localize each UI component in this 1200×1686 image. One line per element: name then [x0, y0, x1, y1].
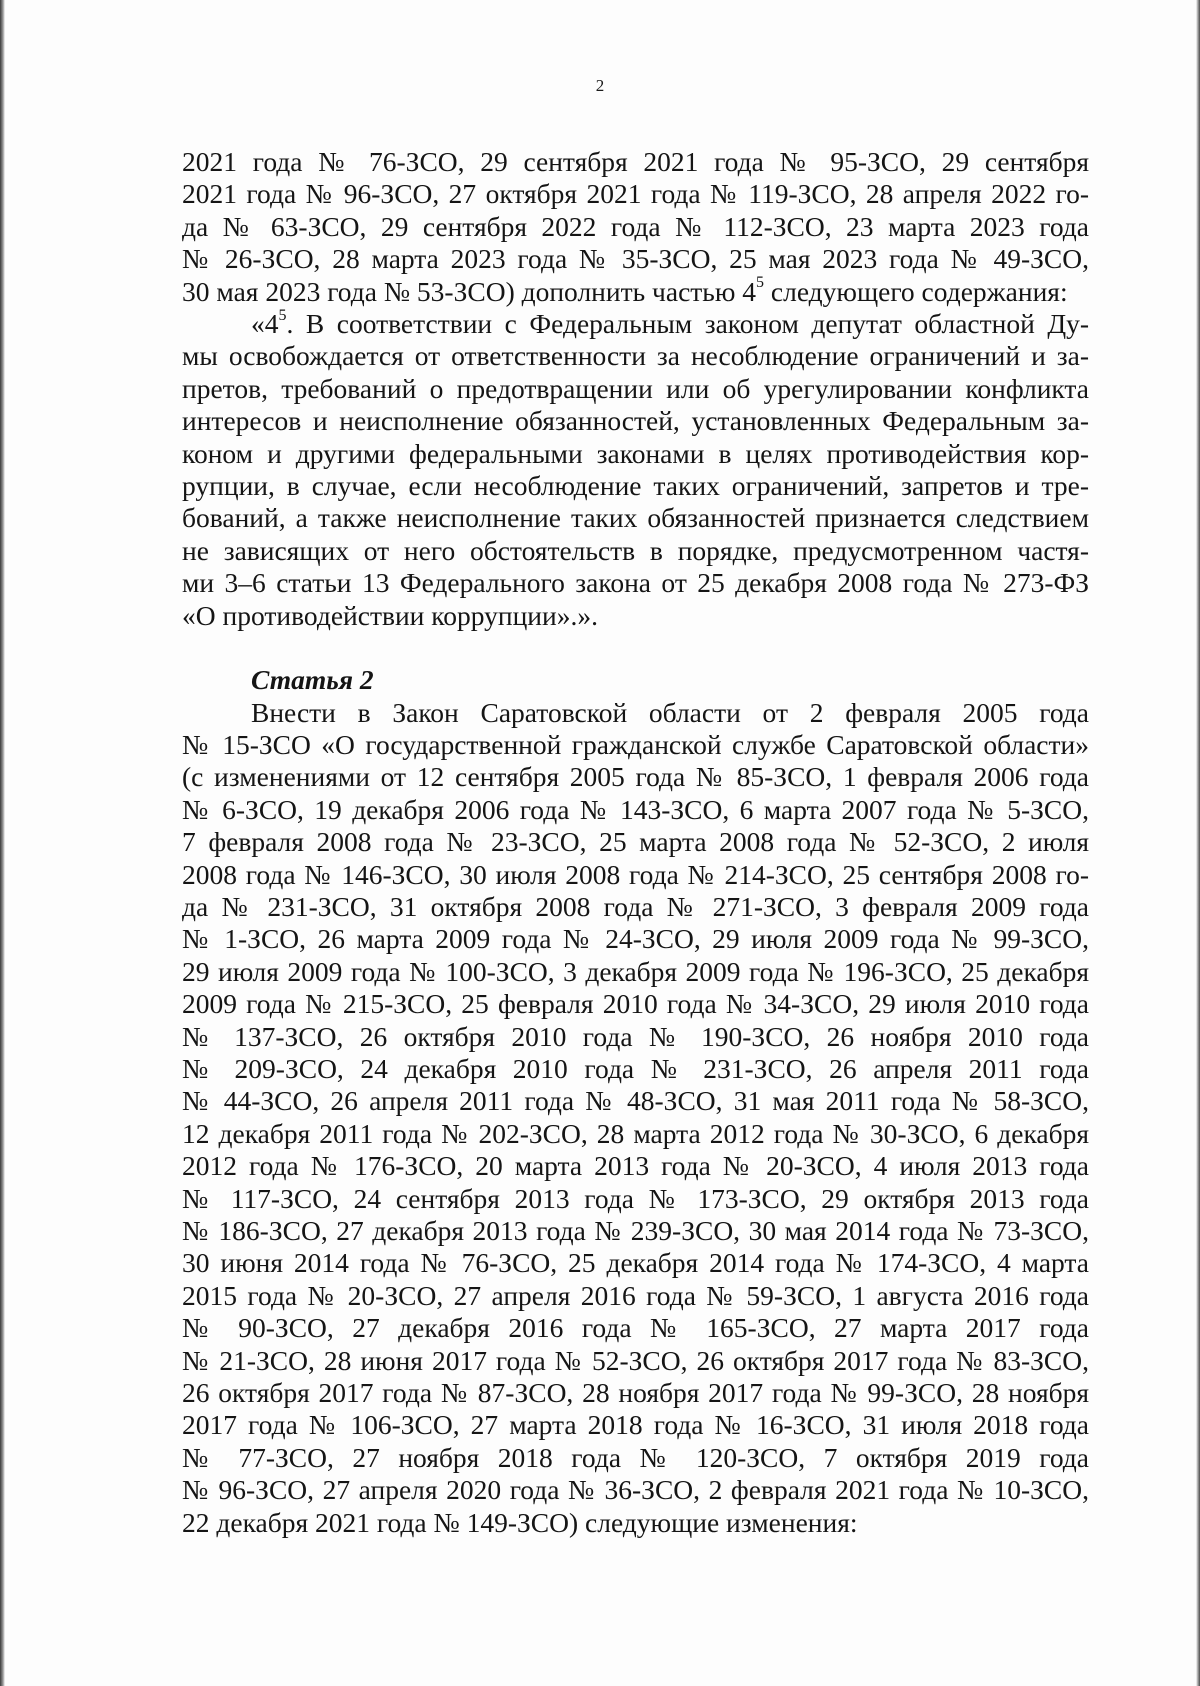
text-line: № 90-ЗСО, 27 декабря 2016 года № 165-ЗСО, 27 марта 2017 года — [182, 1312, 1089, 1344]
text-fragment: «4 — [251, 308, 279, 340]
page-number: 2 — [595, 76, 605, 95]
text-line: 12 декабря 2011 года № 202-ЗСО, 28 марта 2012 года № 30-ЗСО, 6 декабря — [182, 1117, 1089, 1149]
section-gap — [182, 632, 1089, 664]
text-line: 7 февраля 2008 года № 23-ЗСО, 25 марта 2008 года № 52-ЗСО, 2 июля — [182, 826, 1089, 858]
text-fragment: 30 мая 2023 года № 53-ЗСО) дополнить частью 4 — [182, 275, 757, 307]
text-line: не зависящих от него обстоятельств в порядке, предусмотренном частя- — [182, 534, 1089, 566]
text-line: «О противодействии коррупции».». — [182, 599, 598, 631]
text-line: бований, а также неисполнение таких обязанностей признается следствием — [182, 502, 1089, 534]
text-line: № 209-ЗСО, 24 декабря 2010 года № 231-ЗСО, 26 апреля 2011 года — [182, 1052, 1089, 1084]
text-line: № 77-ЗСО, 27 ноября 2018 года № 120-ЗСО, 7 октября 2019 года — [182, 1441, 1089, 1473]
text-line: 29 июля 2009 года № 100-ЗСО, 3 декабря 2009 года № 196-ЗСО, 25 декабря — [182, 955, 1089, 987]
text-line: коном и другими федеральными законами в целях противодействия кор- — [182, 437, 1089, 469]
text-line: 2021 года № 96-ЗСО, 27 октября 2021 года № 119-ЗСО, 28 апреля 2022 го- — [182, 178, 1089, 210]
paragraph-continuation — [182, 146, 1089, 308]
superscript: 5 — [756, 274, 765, 292]
scan-edge-right — [1196, 0, 1200, 1686]
text-line — [182, 276, 1089, 308]
text-line: Внести в Закон Саратовской области от 2 февраля 2005 года — [251, 696, 1089, 728]
text-line: № 26-ЗСО, 28 марта 2023 года № 35-ЗСО, 25 мая 2023 года № 49-ЗСО, — [182, 243, 1089, 275]
text-line: 2017 года № 106-ЗСО, 27 марта 2018 года № 16-ЗСО, 31 июля 2018 года — [182, 1409, 1089, 1441]
scan-edge-left — [0, 0, 5, 1686]
text-line: 2009 года № 215-ЗСО, 25 февраля 2010 года № 34-ЗСО, 29 июля 2010 года — [182, 988, 1089, 1020]
text-line: да № 63-ЗСО, 29 сентября 2022 года № 112-ЗСО, 23 марта 2023 года — [182, 210, 1089, 242]
text-fragment: следующего содержания: — [764, 275, 1068, 307]
text-line: претов, требований о предотвращении или об урегулировании конфликта — [182, 372, 1089, 404]
text-line: 22 декабря 2021 года № 149-ЗСО) следующие изменения: — [182, 1506, 858, 1538]
text-line: 2012 года № 176-ЗСО, 20 марта 2013 года № 20-ЗСО, 4 июля 2013 года — [182, 1150, 1089, 1182]
quoted-paragraph — [182, 308, 1089, 632]
text-line: рупции, в случае, если несоблюдение таких ограничений, запретов и тре- — [182, 470, 1089, 502]
text-line: 30 июня 2014 года № 76-ЗСО, 25 декабря 2014 года № 174-ЗСО, 4 марта — [182, 1247, 1089, 1279]
text-line: № 137-ЗСО, 26 октября 2010 года № 190-ЗСО, 26 ноября 2010 года — [182, 1020, 1089, 1052]
text-line — [182, 308, 1089, 340]
article-paragraph — [182, 697, 1089, 1540]
text-line: интересов и неисполнение обязанностей, установленных Федеральным за- — [182, 405, 1089, 437]
text-line: № 6-ЗСО, 19 декабря 2006 года № 143-ЗСО, 6 марта 2007 года № 5-ЗСО, — [182, 793, 1089, 825]
text-line: № 21-ЗСО, 28 июня 2017 года № 52-ЗСО, 26 октября 2017 года № 83-ЗСО, — [182, 1344, 1089, 1376]
text-line: № 117-ЗСО, 24 сентября 2013 года № 173-ЗСО, 29 октября 2013 года — [182, 1182, 1089, 1214]
text-line: 2015 года № 20-ЗСО, 27 апреля 2016 года № 59-ЗСО, 1 августа 2016 года — [182, 1279, 1089, 1311]
text-line: 2021 года № 76-ЗСО, 29 сентября 2021 года № 95-ЗСО, 29 сентября — [182, 146, 1089, 177]
text-line: № 15-ЗСО «О государственной гражданской службе Саратовской области» — [182, 728, 1089, 760]
text-line: (с изменениями от 12 сентября 2005 года № 85-ЗСО, 1 февраля 2006 года — [182, 761, 1089, 793]
text-fragment: . В соответствии с Федеральным законом депутат областной Ду- — [286, 308, 1089, 340]
text-line: № 96-ЗСО, 27 апреля 2020 года № 36-ЗСО, 2 февраля 2021 года № 10-ЗСО, — [182, 1474, 1089, 1506]
text-line: 2008 года № 146-ЗСО, 30 июля 2008 года № 214-ЗСО, 25 сентября 2008 го- — [182, 858, 1089, 890]
document-body — [182, 146, 1089, 1539]
article-heading: Статья 2 — [251, 664, 374, 696]
text-line: ми 3–6 статьи 13 Федерального закона от 25 декабря 2008 года № 273-ФЗ — [182, 567, 1089, 599]
text-line: № 44-ЗСО, 26 апреля 2011 года № 48-ЗСО, 31 мая 2011 года № 58-ЗСО, — [182, 1085, 1089, 1117]
text-line: № 1-ЗСО, 26 марта 2009 года № 24-ЗСО, 29 июля 2009 года № 99-ЗСО, — [182, 923, 1089, 955]
text-line: № 186-ЗСО, 27 декабря 2013 года № 239-ЗСО, 30 мая 2014 года № 73-ЗСО, — [182, 1215, 1089, 1246]
text-line: да № 231-ЗСО, 31 октября 2008 года № 271-ЗСО, 3 февраля 2009 года — [182, 890, 1089, 922]
superscript: 5 — [278, 306, 287, 324]
text-line: мы освобождается от ответственности за несоблюдение ограничений и за- — [182, 340, 1089, 372]
text-line: 26 октября 2017 года № 87-ЗСО, 28 ноября 2017 года № 99-ЗСО, 28 ноября — [182, 1377, 1089, 1409]
